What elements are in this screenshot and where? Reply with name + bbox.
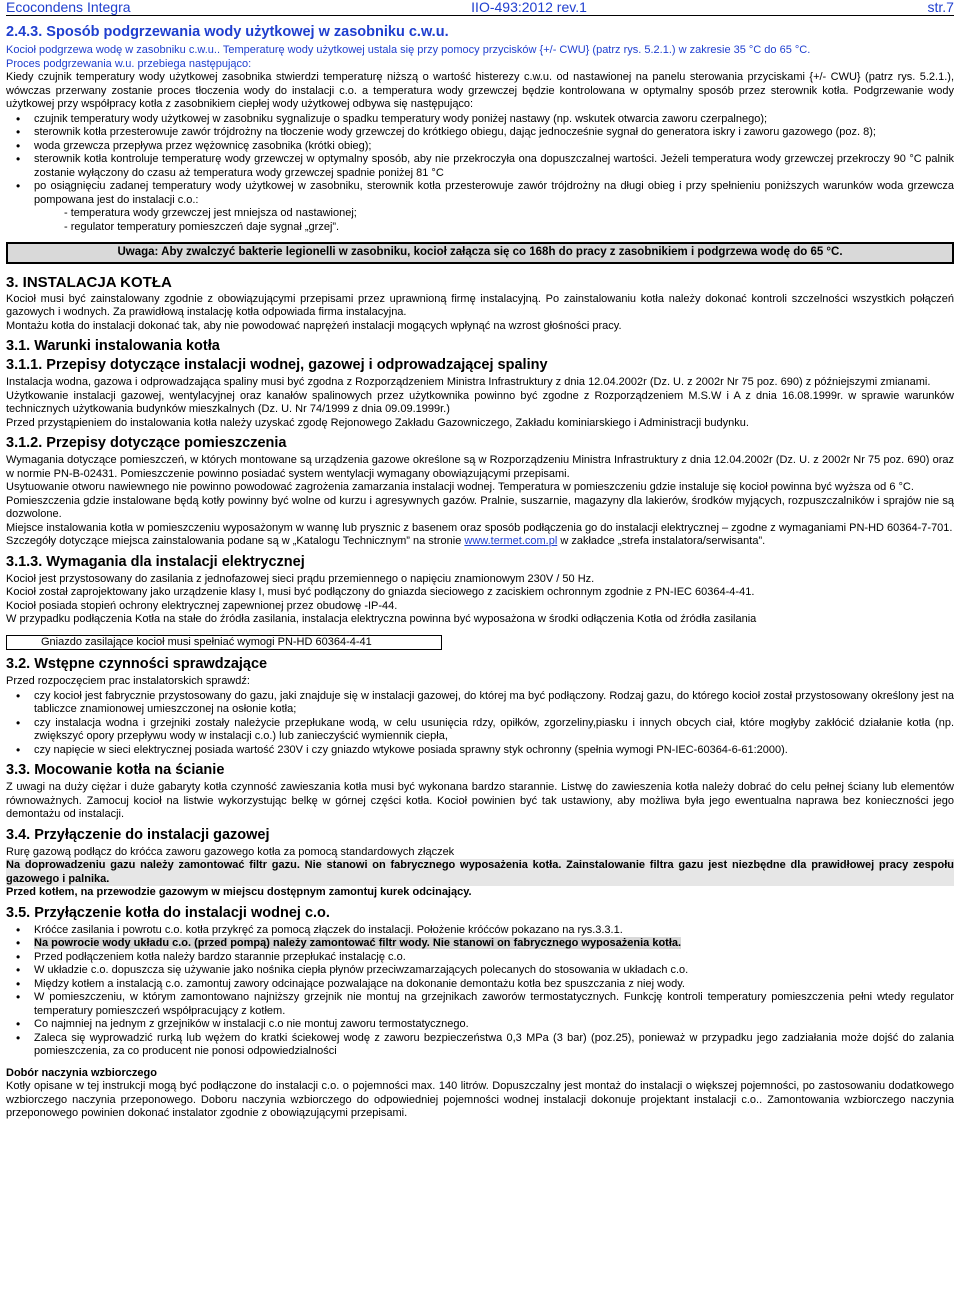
section-3-paragraph: Montażu kotła do instalacji dokonać tak, aby nie powodować naprężeń instalacji mogących wpłynąć na wzrost głośności pracy. — [6, 319, 622, 332]
section-3-1-3-paragraph: Kocioł jest przystosowany do zasilania z jednofazowej sieci prądu przemiennego o napięciu znamionowym 230V / 50 Hz. — [6, 572, 595, 585]
section-3-1-3-paragraph: Kocioł został zaprojektowany jako urządzenie klasy I, musi być podłączony do gniazda sieciowego z zaciskiem ochronnym zgodnie z PN-IEC 60364-4-41. — [6, 586, 755, 598]
section-3-1-3-title: 3.1.3. Wymagania dla instalacji elektrycznej — [6, 553, 305, 570]
section-3-1-2-paragraph: Usytuowanie otworu nawiewnego nie powinno powodować zagrożenia zamarzania instalacji wodnej. Temperatura w pomieszczeniu gdzie instaluje się kocioł powinna być wyższa od 6 °C. — [6, 481, 914, 493]
section-3-1-2-paragraph: Wymagania dotyczące pomieszczeń, w których montowane są urządzenia gazowe określone są w Rozporządzeniu Ministra Infrastruktury z dnia 12.04.2002r (Dz. U. z 2002r Nr 75 poz. 690) oraz w normie PN-B-02431. Pomieszczenie powinno posiadać system wentylacji wymagany obowiązującymi przepisami. — [6, 454, 954, 480]
list-item: • sterownik kotła kontroluje temperaturę wody grzewczej w optymalny sposób, aby nie przekroczyła ona dopuszczalnej wartości. Jeżeli temperatura wody grzewczej przekroczy 90 °C palnik zostanie wyłączony do czasu aż temperatura wody grzewczej spadnie poniżej 81 °C — [6, 153, 954, 180]
termet-website-link[interactable]: www.termet.com.pl — [464, 535, 558, 547]
list-item: • po osiągnięciu zadanej temperatury wody użytkowej w zasobniku, sterownik kotła przesterowuje zawór trójdrożny na długi obieg i przy spełnieniu poniższych warunków woda grzewcza pompowana jest do instalacji c.o.: — [6, 180, 954, 207]
page-header — [6, 0, 954, 16]
section-3-5-title: 3.5. Przyłączenie kotła do instalacji wodnej c.o. — [6, 904, 330, 921]
section-2-4-3-title: 2.4.3. Sposób podgrzewania wody użytkowej w zasobniku c.w.u. — [6, 24, 449, 40]
list-item: • Króćce zasilania i powrotu c.o. kotła przykręć za pomocą złączek do instalacji. Położenie króćców pokazano na rys.3.3.1. — [6, 924, 954, 938]
water-connection-list — [6, 924, 954, 1059]
section-2-4-3-intro: Kocioł podgrzewa wodę w zasobniku c.w.u.. Temperaturę wody użytkowej ustala się przy pomocy przycisków {+/- CWU} (patrz rys. 5.2.1.) w zakresie 35 °C do 65 °C. — [6, 44, 811, 56]
list-item: • woda grzewcza przepływa przez wężownicę zasobnika (krótki obieg); — [6, 140, 954, 154]
section-3-1-3-paragraph: W przypadku podłączenia Kotła na stałe do źródła zasilania, instalacja elektryczna powinna być wyposażona w środki odłączenia Kotła od źródła zasilania — [6, 613, 757, 625]
gas-filter-notice: Na doprowadzeniu gazu należy zamontować filtr gazu. Nie stanowi on fabrycznego wyposażenia kotła. Zainstalowanie filtra gazu jest niezbędne dla prawidłowej pracy zespołu gazowego i palnika. — [6, 859, 954, 885]
section-3-title: 3. INSTALACJA KOTŁA — [6, 273, 172, 291]
condition-item: - temperatura wody grzewczej jest mniejsza od nastawionej; — [64, 207, 357, 219]
expansion-vessel-title: Dobór naczynia wzbiorczego — [6, 1066, 157, 1079]
heating-steps-list — [6, 113, 954, 208]
list-item: • Zaleca się wyprowadzić rurką lub wężem do kratki ściekowej wodę z zaworu bezpieczeństwa 0,3 MPa (3 bar) (poz.25), ponieważ w przypadku jego zadziałania może dojść do zalania pomieszczenia, za co producent nie ponosi odpowiedzialności — [6, 1032, 954, 1059]
section-3-1-1-paragraph: Instalacja wodna, gazowa i odprowadzająca spaliny musi być zgodna z Rozporządzeniem Ministra Infrastruktury z dnia 12.04.2002r (Dz. U. z 2002r Nr 75 poz. 690) z późniejszymi zmianami. — [6, 376, 931, 388]
section-2-4-3-process-text: Kiedy czujnik temperatury wody użytkowej zasobnika stwierdzi temperaturę niższą o wartość histerezy c.w.u. od nastawionej na panelu sterowania przyciskami {+/- CWU} (patrz rys. 5.2.1.), wówczas przerwany zostanie proces tłoczenia wody do instalacji c.o. a temperatura wody grzewczej będzie kontrolowana w optymalny sposób przez sterownik kotła. Podgrzewanie wody użytkowej przy współpracy kotła z zasobnikiem ciepłej wody użytkowej odbywa się następująco: — [6, 71, 954, 110]
details-text-before-link: Szczegóły dotyczące miejsca zainstalowania podane są w „Katalogu Technicznym” na stronie — [6, 535, 465, 547]
section-3-2-title: 3.2. Wstępne czynności sprawdzające — [6, 656, 268, 672]
water-filter-notice: Na powrocie wody układu c.o. (przed pompą) należy zamontować filtr wody. Nie stanowi on fabrycznego wyposażenia kotła. — [34, 937, 682, 949]
list-item: • Co najmniej na jednym z grzejników w instalacji c.o nie montuj zaworu termostatycznego. — [6, 1018, 954, 1032]
section-3-1-2-paragraph: Miejsce instalowania kotła w pomieszczeniu wyposażonym w wannę lub prysznic z basenem oraz sposób podłączenia go do instalacji elektrycznej – zgodne z wymaganiami PN-HD 60364-7-701. — [6, 521, 953, 534]
section-3-1-2-paragraph: Pomieszczenia gdzie instalowane będą kotły powinny być wolne od kurzu i agresywnych gazów. Pralnie, suszarnie, magazyny dla lakierów, środków myjących, rozpuszczalników i sprajów nie są dozwolone. — [6, 494, 954, 520]
section-3-1-1-paragraph: Przed przystąpieniem do instalowania kotła należy uzyskać zgodę Rejonowego Zakładu Gazowniczego, Zakładu kominiarskiego i Administracji budynku. — [6, 416, 749, 429]
list-item — [6, 937, 954, 951]
header-document-id: IIO-493:2012 rev.1 — [471, 0, 587, 15]
section-3-3-paragraph: Z uwagi na duży ciężar i duże gabaryty kotła czynność zawieszania kotła musi być wykonana bardzo starannie. Listwę do zawieszenia kotła należy dobrać do celu pełnej ściany lub elementów równoważnych. Zamocuj kocioł na listwie wykorzystując belkę w górnej części kotła. Kocioł powinien być tak ustawiony, aby możliwa była jego ewentualna naprawa bez konieczności jego demontażu od instalacji. — [6, 781, 954, 820]
list-item: • czujnik temperatury wody użytkowej w zasobniku sygnalizuje o spadku temperatury wody poniżej nastawy (np. wskutek otwarcia zaworu czerpalnego); — [6, 113, 954, 127]
list-item: • czy napięcie w sieci elektrycznej posiada wartość 230V i czy gniazdo wtykowe posiada sprawny styk ochronny (spełnia wymogi PN-IEC-60364-6-61:2000). — [6, 744, 954, 758]
list-item: • czy kocioł jest fabrycznie przystosowany do gazu, jaki znajduje się w instalacji gazowej, do której ma być podłączony. Rodzaj gazu, do którego kocioł został przystosowany określony jest na tabliczce znamionowej umieszczonej na osłonie kotła; — [6, 690, 954, 717]
section-3-1-title: 3.1. Warunki instalowania kotła — [6, 338, 220, 354]
list-item: • Między kotłem a instalacją c.o. zamontuj zawory odcinające pozwalające na dokonanie demontażu kotła bez spuszczania z niej wody. — [6, 978, 954, 992]
section-3-1-1-paragraph: Użytkowanie instalacji gazowej, wentylacyjnej oraz kanałów spalinowych przez użytkownika powinno być zgodne z Rozporządzeniem M.S.W i A z dnia 16.08.1999r. w sprawie warunków technicznych użytkowania budynków mieszkalnych (Dz. U. Nr 74/1999 z dnia 09.09.1999r.) — [6, 389, 954, 415]
list-item: • Przed podłączeniem kotła należy bardzo starannie przepłukać instalację c.o. — [6, 951, 954, 965]
section-3-4-paragraph: Rurę gazową podłącz do króćca zaworu gazowego kotła za pomocą standardowych złączek — [6, 845, 455, 858]
header-product-name: Ecocondens Integra — [6, 0, 131, 15]
section-3-paragraph: Kocioł musi być zainstalowany zgodnie z obowiązującymi przepisami przez uprawnioną firmę instalacyjną. Po zainstalowaniu kotła należy dokonać kontroli szczelności wszystkich połączeń gazowych i wodnych. Za prawidłową instalację kotła odpowiada firma instalacyjna. — [6, 292, 954, 318]
details-text-after-link: w zakładce „strefa instalatora/serwisanta”. — [557, 535, 766, 547]
section-3-2-intro: Przed rozpoczęciem prac instalatorskich sprawdź: — [6, 675, 250, 687]
shutoff-valve-notice: Przed kotłem, na przewodzie gazowym w miejscu dostępnym zamontuj kurek odcinający. — [6, 886, 472, 898]
conditions-list — [6, 207, 954, 234]
header-page-number: str.7 — [927, 0, 954, 15]
list-item: • W układzie c.o. dopuszcza się używanie jako nośnika ciepła płynów przeciwzamarzających polecanych do stosowania w układach c.o. — [6, 964, 954, 978]
socket-requirement-box: Gniazdo zasilające kocioł musi spełniać wymogi PN-HD 60364-4-41 — [6, 635, 442, 651]
condition-item: - regulator temperatury pomieszczeń daje sygnał „grzej”. — [64, 220, 340, 233]
expansion-vessel-paragraph: Kotły opisane w tej instrukcji mogą być podłączone do instalacji c.o. o pojemności max. 140 litrów. Dopuszczalny jest montaż do instalacji o większej pojemności, po zastosowaniu dodatkowego wzbiorczego naczynia przeponowego. Doboru naczynia wzbiorczego do odpowiedniej pojemności wodnej instalacji dokonuje projektant instalacji c.o.. Zamontowania wzbiorczego naczynia przeponowego powinien dokonać instalator zgodnie z obowiązującymi przepisami. — [6, 1080, 954, 1119]
section-3-3-title: 3.3. Mocowanie kotła na ścianie — [6, 762, 225, 778]
list-item: • W pomieszczeniu, w którym zamontowano najniższy grzejnik nie montuj na grzejnikach zaworów termostatycznych. Funkcję kontroli temperatury pomieszczenia pełni wtedy regulator temperatury pomieszczeń współpracujący z kotłem. — [6, 991, 954, 1018]
section-3-1-2-title: 3.1.2. Przepisy dotyczące pomieszczenia — [6, 435, 287, 451]
section-3-1-2-paragraph — [6, 535, 954, 549]
section-3-1-3-paragraph: Kocioł posiada stopień ochrony elektrycznej zapewnionej przez obudowę -IP-44. — [6, 599, 398, 612]
precheck-list — [6, 690, 954, 758]
legionella-warning-box: Uwaga: Aby zwalczyć bakterie legionelli w zasobniku, kocioł załącza się co 168h do pracy z zasobnikiem i podgrzewa wodę do 65 °C. — [6, 242, 954, 264]
list-item: • sterownik kotła przesterowuje zawór trójdrożny na tłoczenie wody grzewczej do krótkiego obiegu, dając jednocześnie sygnał do generatora iskry i zaworu gazowego (poz. 8); — [6, 126, 954, 140]
section-3-4-title: 3.4. Przyłączenie do instalacji gazowej — [6, 826, 270, 843]
section-2-4-3-process-lead: Proces podgrzewania w.u. przebiega następująco: — [6, 57, 252, 70]
list-item: • czy instalacja wodna i grzejniki zostały należycie przepłukane wodą, w celu usunięcia rdzy, opiłków, zgorzeliny,piasku i innych obcych ciał, które mogłyby zakłócić działanie kotła (np. zwiększyć opory przepływu wody w instalacji c.o.) lub zanieczyścić wymiennik ciepła, — [6, 717, 954, 744]
section-3-1-1-title: 3.1.1. Przepisy dotyczące instalacji wodnej, gazowej i odprowadzającej spaliny — [6, 357, 548, 373]
